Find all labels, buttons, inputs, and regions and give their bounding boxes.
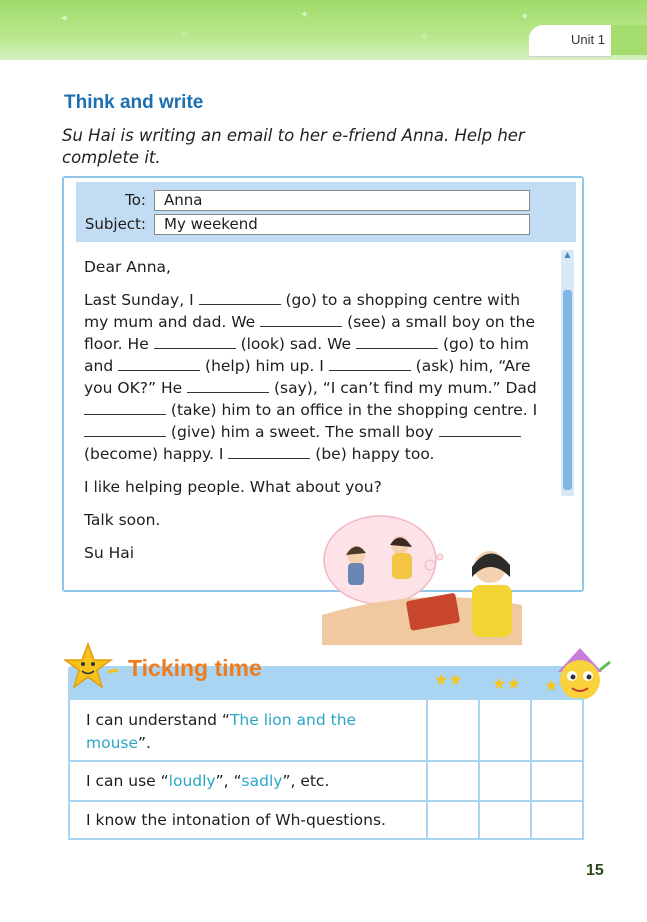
blank-become[interactable]: [439, 423, 521, 437]
star-icon: ★★: [492, 674, 521, 693]
star-icon: ✦: [60, 12, 70, 25]
subject-label: Subject:: [84, 215, 146, 233]
keyword: loudly: [168, 772, 216, 790]
instruction-text: Su Hai is writing an email to her e-friend Anna. Help her complete it.: [62, 126, 525, 167]
blank-see[interactable]: [260, 313, 342, 327]
blank-give[interactable]: [84, 423, 166, 437]
to-field[interactable]: Anna: [154, 190, 530, 211]
blank-go-2[interactable]: [356, 335, 438, 349]
unit-tab-edge: [611, 25, 647, 55]
star-icon: ✧: [180, 28, 190, 41]
unit-label: Unit 1: [571, 32, 605, 47]
star-icon: ✧: [420, 30, 430, 43]
email-greeting: Dear Anna,: [84, 258, 171, 276]
text-fragment: (give) him a sweet. The small boy: [166, 423, 439, 441]
to-label: To:: [125, 191, 146, 209]
scroll-thumb[interactable]: [563, 290, 572, 490]
text-fragment: (see) a small boy on the floor. He: [84, 313, 535, 353]
email-closing: Talk soon.: [84, 511, 161, 529]
blank-take[interactable]: [84, 401, 166, 415]
star-icon: ✦: [520, 10, 530, 23]
blank-say[interactable]: [187, 379, 269, 393]
blank-look[interactable]: [154, 335, 236, 349]
text-fragment: (help) him up. I: [200, 357, 329, 375]
text-fragment: I can understand “: [86, 711, 230, 729]
blank-help[interactable]: [118, 357, 200, 371]
text-fragment: I can use “: [86, 772, 169, 790]
table-row: [70, 762, 582, 802]
page-number: 15: [586, 862, 604, 879]
girl-typing-illustration: [322, 505, 522, 645]
row-text: [86, 770, 416, 793]
text-fragment: ”.: [138, 734, 151, 752]
email-paragraph-2: I like helping people. What about you?: [84, 478, 382, 496]
star-icon: ✦: [300, 8, 310, 21]
keyword: sadly: [241, 772, 283, 790]
text-fragment: (look) sad. We: [235, 335, 357, 353]
scroll-up-icon[interactable]: ▲: [564, 250, 571, 259]
table-row: [70, 700, 582, 762]
story-title: The lion and the mouse: [86, 711, 357, 752]
star-icon: ★★: [434, 670, 463, 689]
blank-ask[interactable]: [329, 357, 411, 371]
text-fragment: (go) to him and: [84, 335, 530, 375]
email-paragraph: [84, 289, 546, 465]
text-fragment: (be) happy too.: [310, 445, 435, 463]
email-header: [76, 182, 576, 242]
email-scrollbar[interactable]: [561, 250, 574, 496]
text-fragment: (take) him to an office in the shopping centre. I: [166, 401, 538, 419]
star-icon: ★: [544, 676, 559, 695]
text-fragment: (ask) him, “Are you OK?” He: [84, 357, 531, 397]
text-fragment: (go) to a shopping centre with my mum and dad. We: [84, 291, 521, 331]
mascot-icon: [548, 642, 612, 706]
ticking-time-title: Ticking time: [128, 655, 262, 681]
email-signature: Su Hai: [84, 544, 135, 562]
text-fragment: (say), “I can’t find my mum.” Dad: [269, 379, 537, 397]
blank-be[interactable]: [228, 445, 310, 459]
ticking-table: [68, 698, 584, 840]
row-text: [86, 709, 416, 755]
text-fragment: (become) happy. I: [84, 445, 229, 463]
smiling-star-icon: [64, 642, 120, 692]
table-row: [70, 802, 582, 838]
section-title: Think and write: [64, 92, 204, 113]
subject-field[interactable]: My weekend: [154, 214, 530, 235]
text-fragment: ”, etc.: [282, 772, 330, 790]
text-fragment: ”, “: [215, 772, 242, 790]
blank-go[interactable]: [199, 291, 281, 305]
text-fragment: Last Sunday, I: [84, 291, 199, 309]
row-text: I know the intonation of Wh-questions.: [86, 811, 386, 829]
